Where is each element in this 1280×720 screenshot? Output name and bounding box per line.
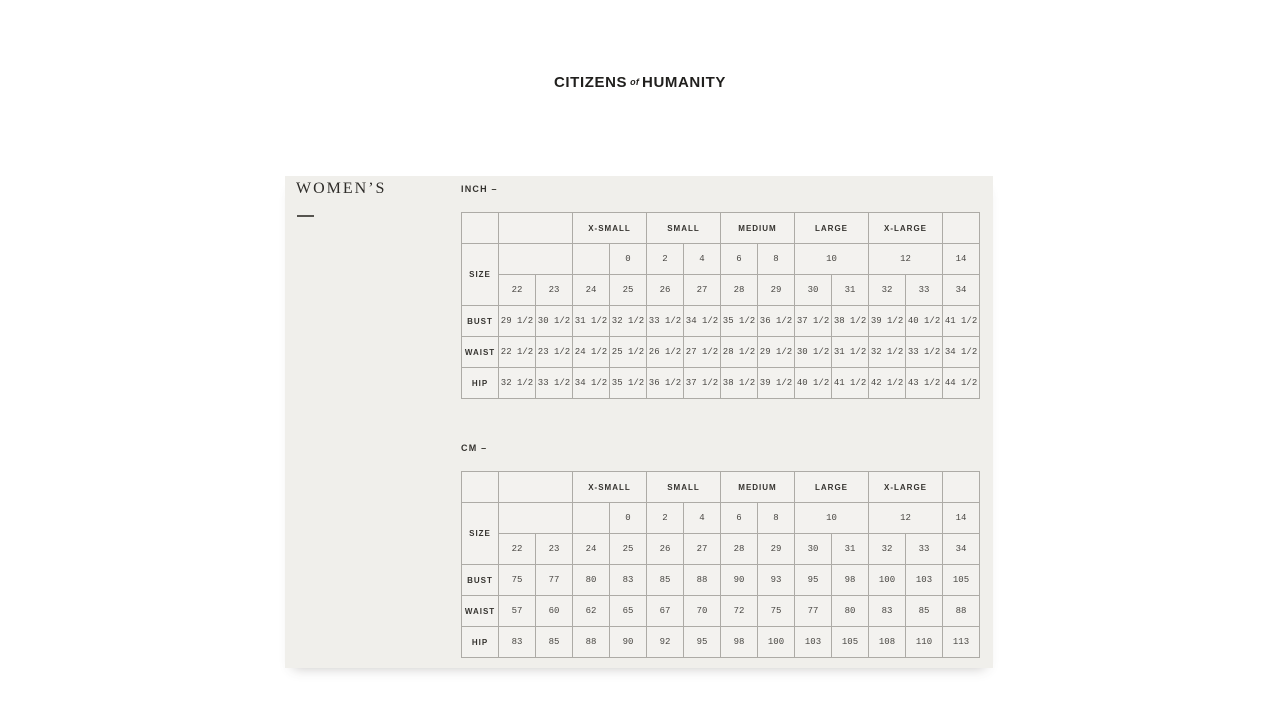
brand-word-humanity: HUMANITY bbox=[642, 74, 726, 91]
measurement-cell: 36 1/2 bbox=[758, 306, 795, 337]
waist-size-cell: 29 bbox=[758, 534, 795, 565]
category-header-x-small: X-SMALL bbox=[573, 472, 647, 503]
numeric-size-cell: 4 bbox=[684, 244, 721, 275]
measurement-row-label: WAIST bbox=[462, 337, 499, 368]
measurement-cell: 33 1/2 bbox=[647, 306, 684, 337]
measurement-cell: 70 bbox=[684, 596, 721, 627]
title-underline bbox=[297, 215, 314, 217]
category-header-medium: MEDIUM bbox=[721, 213, 795, 244]
numeric-size-cell: 10 bbox=[795, 244, 869, 275]
measurement-cell: 77 bbox=[536, 565, 573, 596]
measurement-cell: 29 1/2 bbox=[758, 337, 795, 368]
brand-word-of: of bbox=[630, 77, 640, 87]
measurement-cell: 33 1/2 bbox=[906, 337, 943, 368]
measurement-cell: 77 bbox=[795, 596, 832, 627]
measurement-row-label: BUST bbox=[462, 565, 499, 596]
measurement-cell: 60 bbox=[536, 596, 573, 627]
measurement-cell: 38 1/2 bbox=[832, 306, 869, 337]
numeric-size-cell: 10 bbox=[795, 503, 869, 534]
measurement-cell: 25 1/2 bbox=[610, 337, 647, 368]
numeric-size-cell: 2 bbox=[647, 503, 684, 534]
category-header-small: SMALL bbox=[647, 472, 721, 503]
measurement-cell: 39 1/2 bbox=[758, 368, 795, 399]
measurement-cell: 43 1/2 bbox=[906, 368, 943, 399]
measurement-cell: 40 1/2 bbox=[906, 306, 943, 337]
section-title-block bbox=[296, 180, 386, 217]
measurement-cell: 41 1/2 bbox=[832, 368, 869, 399]
measurement-cell: 113 bbox=[943, 627, 980, 658]
waist-size-cell: 33 bbox=[906, 534, 943, 565]
measurement-cell: 95 bbox=[795, 565, 832, 596]
waist-size-cell: 24 bbox=[573, 275, 610, 306]
category-header-x-small: X-SMALL bbox=[573, 213, 647, 244]
measurement-cell: 28 1/2 bbox=[721, 337, 758, 368]
measurement-cell: 29 1/2 bbox=[499, 306, 536, 337]
measurement-cell: 85 bbox=[906, 596, 943, 627]
measurement-cell: 95 bbox=[684, 627, 721, 658]
numeric-size-cell: 4 bbox=[684, 503, 721, 534]
measurement-cell: 31 1/2 bbox=[573, 306, 610, 337]
numeric-size-cell: 14 bbox=[943, 503, 980, 534]
numeric-size-cell: 2 bbox=[647, 244, 684, 275]
measurement-cell: 35 1/2 bbox=[610, 368, 647, 399]
measurement-cell: 100 bbox=[869, 565, 906, 596]
measurement-row-bust bbox=[462, 306, 980, 337]
waist-size-cell: 27 bbox=[684, 275, 721, 306]
category-header-x-large: X-LARGE bbox=[869, 213, 943, 244]
measurement-cell: 100 bbox=[758, 627, 795, 658]
waist-size-cell: 31 bbox=[832, 534, 869, 565]
numeric-size-cell: 6 bbox=[721, 244, 758, 275]
waist-size-cell: 32 bbox=[869, 534, 906, 565]
waist-size-cell: 22 bbox=[499, 275, 536, 306]
size-table-cm bbox=[461, 471, 980, 658]
empty-header-cell bbox=[943, 472, 980, 503]
numeric-size-cell: 6 bbox=[721, 503, 758, 534]
measurement-row-hip bbox=[462, 627, 980, 658]
measurement-cell: 88 bbox=[573, 627, 610, 658]
measurement-cell: 33 1/2 bbox=[536, 368, 573, 399]
measurement-cell: 32 1/2 bbox=[869, 337, 906, 368]
waist-size-cell: 27 bbox=[684, 534, 721, 565]
measurement-cell: 80 bbox=[573, 565, 610, 596]
measurement-cell: 103 bbox=[795, 627, 832, 658]
waist-size-cell: 25 bbox=[610, 534, 647, 565]
waist-size-cell: 25 bbox=[610, 275, 647, 306]
measurement-cell: 62 bbox=[573, 596, 610, 627]
measurement-cell: 57 bbox=[499, 596, 536, 627]
size-table-block-inch bbox=[461, 184, 981, 399]
waist-size-cell: 31 bbox=[832, 275, 869, 306]
waist-size-cell: 28 bbox=[721, 534, 758, 565]
measurement-cell: 44 1/2 bbox=[943, 368, 980, 399]
brand-word-citizens: CITIZENS bbox=[553, 74, 628, 91]
measurement-cell: 41 1/2 bbox=[943, 306, 980, 337]
measurement-row-waist bbox=[462, 337, 980, 368]
waist-size-cell: 23 bbox=[536, 275, 573, 306]
section-title: WOMEN’S bbox=[296, 180, 387, 197]
category-header-x-large: X-LARGE bbox=[869, 472, 943, 503]
measurement-cell: 80 bbox=[832, 596, 869, 627]
measurement-cell: 92 bbox=[647, 627, 684, 658]
empty-size-cell bbox=[573, 244, 610, 275]
size-table-inch bbox=[461, 212, 980, 399]
measurement-cell: 34 1/2 bbox=[684, 306, 721, 337]
measurement-cell: 22 1/2 bbox=[499, 337, 536, 368]
measurement-cell: 32 1/2 bbox=[610, 306, 647, 337]
measurement-cell: 103 bbox=[906, 565, 943, 596]
measurement-cell: 32 1/2 bbox=[499, 368, 536, 399]
waist-size-cell: 33 bbox=[906, 275, 943, 306]
category-header-large: LARGE bbox=[795, 472, 869, 503]
measurement-cell: 72 bbox=[721, 596, 758, 627]
measurement-cell: 37 1/2 bbox=[684, 368, 721, 399]
measurement-cell: 88 bbox=[684, 565, 721, 596]
measurement-row-waist bbox=[462, 596, 980, 627]
measurement-cell: 110 bbox=[906, 627, 943, 658]
measurement-cell: 24 1/2 bbox=[573, 337, 610, 368]
category-header-medium: MEDIUM bbox=[721, 472, 795, 503]
waist-size-cell: 34 bbox=[943, 534, 980, 565]
waist-size-cell: 26 bbox=[647, 275, 684, 306]
waist-size-cell: 30 bbox=[795, 534, 832, 565]
measurement-cell: 75 bbox=[499, 565, 536, 596]
measurement-row-bust bbox=[462, 565, 980, 596]
measurement-cell: 98 bbox=[832, 565, 869, 596]
corner-cell bbox=[462, 472, 499, 503]
measurement-cell: 31 1/2 bbox=[832, 337, 869, 368]
unit-label-inch: INCH – bbox=[461, 184, 498, 194]
measurement-cell: 40 1/2 bbox=[795, 368, 832, 399]
measurement-cell: 30 1/2 bbox=[795, 337, 832, 368]
waist-size-cell: 23 bbox=[536, 534, 573, 565]
measurement-cell: 34 1/2 bbox=[943, 337, 980, 368]
measurement-cell: 93 bbox=[758, 565, 795, 596]
measurement-cell: 37 1/2 bbox=[795, 306, 832, 337]
measurement-cell: 90 bbox=[721, 565, 758, 596]
measurement-cell: 90 bbox=[610, 627, 647, 658]
waist-size-cell: 29 bbox=[758, 275, 795, 306]
measurement-row-label: HIP bbox=[462, 627, 499, 658]
numeric-size-cell: 0 bbox=[610, 244, 647, 275]
waist-size-cell: 32 bbox=[869, 275, 906, 306]
measurement-cell: 98 bbox=[721, 627, 758, 658]
unit-label-cm: CM – bbox=[461, 443, 488, 453]
size-row-label: SIZE bbox=[462, 503, 499, 565]
measurement-cell: 65 bbox=[610, 596, 647, 627]
measurement-cell: 34 1/2 bbox=[573, 368, 610, 399]
waist-size-cell: 30 bbox=[795, 275, 832, 306]
empty-header-cell bbox=[943, 213, 980, 244]
waist-size-cell: 28 bbox=[721, 275, 758, 306]
size-row-label: SIZE bbox=[462, 244, 499, 306]
measurement-row-label: BUST bbox=[462, 306, 499, 337]
measurement-cell: 36 1/2 bbox=[647, 368, 684, 399]
corner-cell bbox=[462, 213, 499, 244]
measurement-cell: 39 1/2 bbox=[869, 306, 906, 337]
measurement-cell: 42 1/2 bbox=[869, 368, 906, 399]
empty-size-cell bbox=[573, 503, 610, 534]
measurement-cell: 26 1/2 bbox=[647, 337, 684, 368]
brand-logo bbox=[0, 74, 1280, 91]
measurement-cell: 83 bbox=[499, 627, 536, 658]
waist-size-cell: 22 bbox=[499, 534, 536, 565]
measurement-row-hip bbox=[462, 368, 980, 399]
category-header-large: LARGE bbox=[795, 213, 869, 244]
size-table-block-cm bbox=[461, 443, 981, 658]
waist-size-cell: 24 bbox=[573, 534, 610, 565]
category-header-small: SMALL bbox=[647, 213, 721, 244]
measurement-cell: 88 bbox=[943, 596, 980, 627]
measurement-cell: 30 1/2 bbox=[536, 306, 573, 337]
measurement-cell: 85 bbox=[647, 565, 684, 596]
measurement-cell: 108 bbox=[869, 627, 906, 658]
numeric-size-cell: 8 bbox=[758, 503, 795, 534]
measurement-cell: 75 bbox=[758, 596, 795, 627]
numeric-size-cell: 12 bbox=[869, 244, 943, 275]
measurement-cell: 27 1/2 bbox=[684, 337, 721, 368]
measurement-cell: 105 bbox=[943, 565, 980, 596]
empty-header-cell bbox=[499, 213, 573, 244]
measurement-row-label: HIP bbox=[462, 368, 499, 399]
numeric-size-cell: 0 bbox=[610, 503, 647, 534]
measurement-row-label: WAIST bbox=[462, 596, 499, 627]
measurement-cell: 67 bbox=[647, 596, 684, 627]
size-guide-panel bbox=[285, 176, 993, 668]
empty-size-cell bbox=[499, 503, 573, 534]
measurement-cell: 35 1/2 bbox=[721, 306, 758, 337]
empty-header-cell bbox=[499, 472, 573, 503]
waist-size-cell: 26 bbox=[647, 534, 684, 565]
numeric-size-cell: 14 bbox=[943, 244, 980, 275]
measurement-cell: 38 1/2 bbox=[721, 368, 758, 399]
empty-size-cell bbox=[499, 244, 573, 275]
waist-size-cell: 34 bbox=[943, 275, 980, 306]
measurement-cell: 83 bbox=[610, 565, 647, 596]
measurement-cell: 105 bbox=[832, 627, 869, 658]
measurement-cell: 23 1/2 bbox=[536, 337, 573, 368]
measurement-cell: 85 bbox=[536, 627, 573, 658]
measurement-cell: 83 bbox=[869, 596, 906, 627]
numeric-size-cell: 12 bbox=[869, 503, 943, 534]
numeric-size-cell: 8 bbox=[758, 244, 795, 275]
